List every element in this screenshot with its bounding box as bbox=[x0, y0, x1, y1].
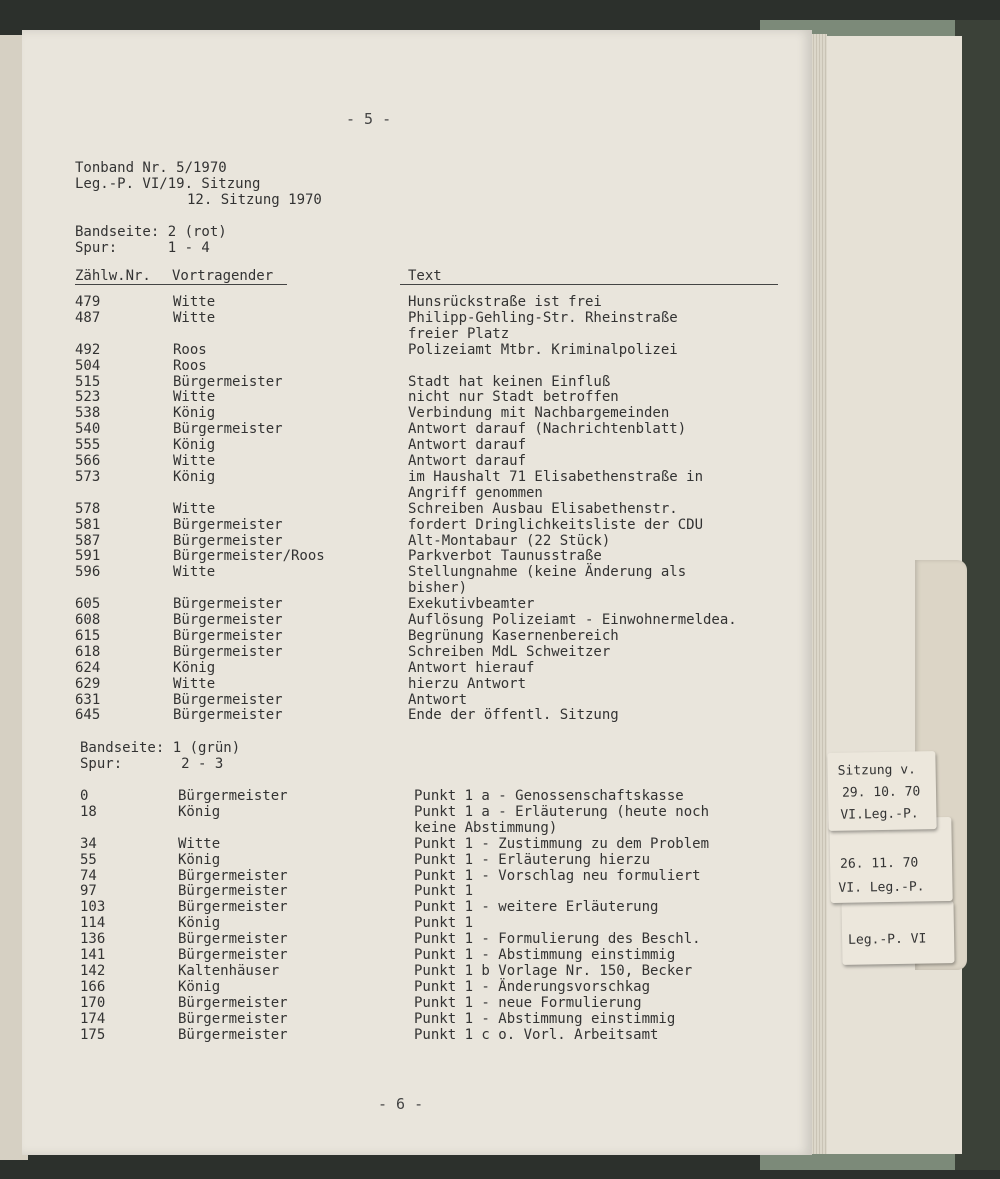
row-number: 540 bbox=[75, 421, 101, 438]
row-number: 141 bbox=[80, 947, 106, 963]
label-2-text: VI. Leg.-P. bbox=[838, 879, 925, 896]
tape-track: Spur: 1 - 4 bbox=[75, 240, 210, 256]
page-number-bottom: - 6 - bbox=[378, 1095, 424, 1113]
row-text: hierzu Antwort bbox=[408, 675, 527, 692]
row-text: Punkt 1 bbox=[414, 883, 474, 900]
row-text: Antwort darauf bbox=[408, 453, 527, 469]
row-number: 55 bbox=[80, 851, 97, 868]
label-1-text: VI.Leg.-P. bbox=[840, 806, 919, 823]
row-number: 492 bbox=[75, 341, 101, 358]
session-line: Leg.-P. VI/19. Sitzung bbox=[75, 176, 261, 192]
row-text: Begrünung Kasernenbereich bbox=[408, 627, 619, 644]
row-number: 581 bbox=[75, 516, 101, 533]
row-number: 175 bbox=[80, 1026, 106, 1043]
row-number: 605 bbox=[75, 596, 101, 613]
row-text: Punkt 1 - Vorschlag neu formuliert bbox=[414, 867, 701, 884]
row-speaker: Roos bbox=[173, 341, 207, 358]
label-1-title: Sitzung v. bbox=[837, 762, 917, 779]
row-number: 608 bbox=[75, 612, 101, 628]
row-text: Punkt 1 b Vorlage Nr. 150, Becker bbox=[414, 962, 693, 979]
index-label-1 bbox=[827, 751, 936, 831]
row-number: 538 bbox=[75, 405, 101, 422]
tape-number: Tonband Nr. 5/1970 bbox=[75, 160, 227, 176]
row-speaker: Kaltenhäuser bbox=[178, 962, 280, 979]
row-text: Auflösung Polizeiamt - Einwohnermeldea. bbox=[408, 612, 737, 628]
header-rule-left bbox=[75, 284, 287, 285]
row-text: Punkt 1 bbox=[414, 915, 474, 932]
index-label-3 bbox=[841, 901, 954, 965]
row-text: Schreiben MdL Schweitzer bbox=[408, 643, 611, 660]
tape-side-2: Bandseite: 1 (grün) bbox=[80, 740, 241, 756]
row-number: 615 bbox=[75, 627, 101, 644]
row-speaker: Witte bbox=[178, 835, 221, 852]
row-speaker: Bürgermeister bbox=[173, 627, 283, 644]
row-speaker: Bürgermeister bbox=[173, 643, 283, 660]
row-speaker: König bbox=[178, 803, 221, 820]
row-number: 578 bbox=[75, 500, 101, 517]
row-text: keine Abstimmung) bbox=[414, 819, 558, 836]
label-1-date: 29. 10. 70 bbox=[841, 784, 921, 801]
row-speaker: Bürgermeister bbox=[173, 707, 283, 724]
row-text: Exekutivbeamter bbox=[408, 596, 535, 613]
row-number: 618 bbox=[75, 643, 101, 660]
row-speaker: Bürgermeister bbox=[173, 691, 283, 708]
row-number: 136 bbox=[80, 931, 106, 948]
row-number: 629 bbox=[75, 675, 101, 692]
row-speaker: Bürgermeister bbox=[178, 947, 288, 963]
row-number: 97 bbox=[80, 883, 97, 900]
row-text: Hunsrückstraße ist frei bbox=[408, 294, 602, 310]
row-speaker: Bürgermeister bbox=[178, 867, 288, 884]
row-text: Verbindung mit Nachbargemeinden bbox=[408, 405, 670, 422]
row-speaker: Roos bbox=[173, 357, 207, 374]
row-speaker: Bürgermeister bbox=[178, 931, 288, 948]
row-speaker: Witte bbox=[173, 294, 216, 310]
row-speaker: Bürgermeister/Roos bbox=[173, 548, 325, 565]
row-number: 624 bbox=[75, 659, 101, 676]
row-text: Punkt 1 a - Erläuterung (heute noch bbox=[414, 803, 710, 820]
row-speaker: Bürgermeister bbox=[173, 516, 283, 533]
row-text: Alt-Montabaur (22 Stück) bbox=[408, 532, 611, 549]
row-text: Antwort bbox=[408, 691, 468, 708]
row-speaker: Bürgermeister bbox=[178, 1026, 288, 1043]
row-text: Punkt 1 - Abstimmung einstimmig bbox=[414, 947, 676, 963]
row-text: Stellungnahme (keine Änderung als bbox=[408, 564, 687, 581]
row-speaker: Bürgermeister bbox=[173, 612, 283, 628]
row-text: Punkt 1 a - Genossenschaftskasse bbox=[414, 788, 684, 804]
col-head-speaker: Vortragender bbox=[172, 268, 274, 284]
row-number: 166 bbox=[80, 978, 106, 995]
tape-side: Bandseite: 2 (rot) bbox=[75, 224, 227, 240]
col-head-text: Text bbox=[408, 268, 442, 284]
row-number: 34 bbox=[80, 835, 97, 852]
row-speaker: Bürgermeister bbox=[178, 788, 288, 804]
row-number: 645 bbox=[75, 707, 101, 724]
row-number: 142 bbox=[80, 962, 106, 979]
row-speaker: Witte bbox=[173, 309, 216, 326]
row-text: Angriff genommen bbox=[408, 484, 543, 501]
row-speaker: König bbox=[178, 915, 221, 932]
row-number: 103 bbox=[80, 899, 106, 916]
row-speaker: Bürgermeister bbox=[173, 596, 283, 613]
row-speaker: König bbox=[173, 405, 216, 422]
row-text: Parkverbot Taunusstraße bbox=[408, 548, 602, 565]
row-number: 515 bbox=[75, 373, 101, 390]
row-number: 74 bbox=[80, 867, 97, 884]
row-text: Punkt 1 - Erläuterung hierzu bbox=[414, 851, 651, 868]
page-number-top: - 5 - bbox=[346, 110, 392, 128]
row-text: Philipp-Gehling-Str. Rheinstraße bbox=[408, 309, 678, 326]
row-number: 573 bbox=[75, 468, 101, 485]
row-text: Antwort darauf bbox=[408, 437, 527, 454]
label-3-text: Leg.-P. VI bbox=[847, 931, 927, 948]
row-text: Stadt hat keinen Einfluß bbox=[408, 373, 611, 390]
row-speaker: König bbox=[178, 978, 221, 995]
row-speaker: Bürgermeister bbox=[178, 994, 288, 1011]
row-number: 174 bbox=[80, 1010, 106, 1027]
row-speaker: König bbox=[173, 437, 216, 454]
row-number: 114 bbox=[80, 915, 106, 932]
session-line-2: 12. Sitzung 1970 bbox=[187, 192, 322, 208]
row-text: nicht nur Stadt betroffen bbox=[408, 389, 619, 406]
row-text: Punkt 1 - Abstimmung einstimmig bbox=[414, 1010, 676, 1027]
row-number: 504 bbox=[75, 357, 101, 374]
row-speaker: König bbox=[173, 659, 216, 676]
tape-track-2: Spur: 2 - 3 bbox=[80, 756, 224, 772]
col-head-number: Zählw.Nr. bbox=[75, 268, 151, 284]
row-speaker: Bürgermeister bbox=[178, 1010, 288, 1027]
row-number: 587 bbox=[75, 532, 101, 549]
row-number: 591 bbox=[75, 548, 101, 565]
row-text: im Haushalt 71 Elisabethenstraße in bbox=[408, 468, 704, 485]
row-text: Punkt 1 - Änderungsvorschkag bbox=[414, 978, 651, 995]
row-text: Antwort hierauf bbox=[408, 659, 535, 676]
row-number: 596 bbox=[75, 564, 101, 581]
row-speaker: Bürgermeister bbox=[173, 373, 283, 390]
row-text: freier Platz bbox=[408, 325, 510, 342]
row-text: Ende der öffentl. Sitzung bbox=[408, 707, 619, 724]
row-number: 631 bbox=[75, 691, 101, 708]
row-speaker: König bbox=[173, 468, 216, 485]
row-speaker: Witte bbox=[173, 564, 216, 581]
row-text: Antwort darauf (Nachrichtenblatt) bbox=[408, 421, 687, 438]
row-text: Schreiben Ausbau Elisabethenstr. bbox=[408, 500, 678, 517]
header-rule-right bbox=[400, 284, 778, 285]
row-speaker: Bürgermeister bbox=[178, 899, 288, 916]
row-number: 555 bbox=[75, 437, 101, 454]
row-number: 523 bbox=[75, 389, 101, 406]
label-2-date: 26. 11. 70 bbox=[839, 855, 919, 872]
row-number: 0 bbox=[80, 788, 89, 804]
row-number: 566 bbox=[75, 453, 101, 469]
row-text: Punkt 1 - Formulierung des Beschl. bbox=[414, 931, 701, 948]
row-text: Polizeiamt Mtbr. Kriminalpolizei bbox=[408, 341, 678, 358]
row-text: Punkt 1 c o. Vorl. Arbeitsamt bbox=[414, 1026, 659, 1043]
row-text: Punkt 1 - Zustimmung zu dem Problem bbox=[414, 835, 710, 852]
row-speaker: Bürgermeister bbox=[173, 532, 283, 549]
row-text: Punkt 1 - neue Formulierung bbox=[414, 994, 642, 1011]
row-number: 18 bbox=[80, 803, 97, 820]
row-speaker: Witte bbox=[173, 675, 216, 692]
row-text: fordert Dringlichkeitsliste der CDU bbox=[408, 516, 704, 533]
row-speaker: König bbox=[178, 851, 221, 868]
row-speaker: Witte bbox=[173, 389, 216, 406]
row-number: 170 bbox=[80, 994, 106, 1011]
row-speaker: Witte bbox=[173, 453, 216, 469]
row-speaker: Bürgermeister bbox=[173, 421, 283, 438]
row-text: bisher) bbox=[408, 580, 468, 597]
row-text: Punkt 1 - weitere Erläuterung bbox=[414, 899, 659, 916]
row-speaker: Witte bbox=[173, 500, 216, 517]
row-number: 487 bbox=[75, 309, 101, 326]
row-speaker: Bürgermeister bbox=[178, 883, 288, 900]
row-number: 479 bbox=[75, 294, 101, 310]
